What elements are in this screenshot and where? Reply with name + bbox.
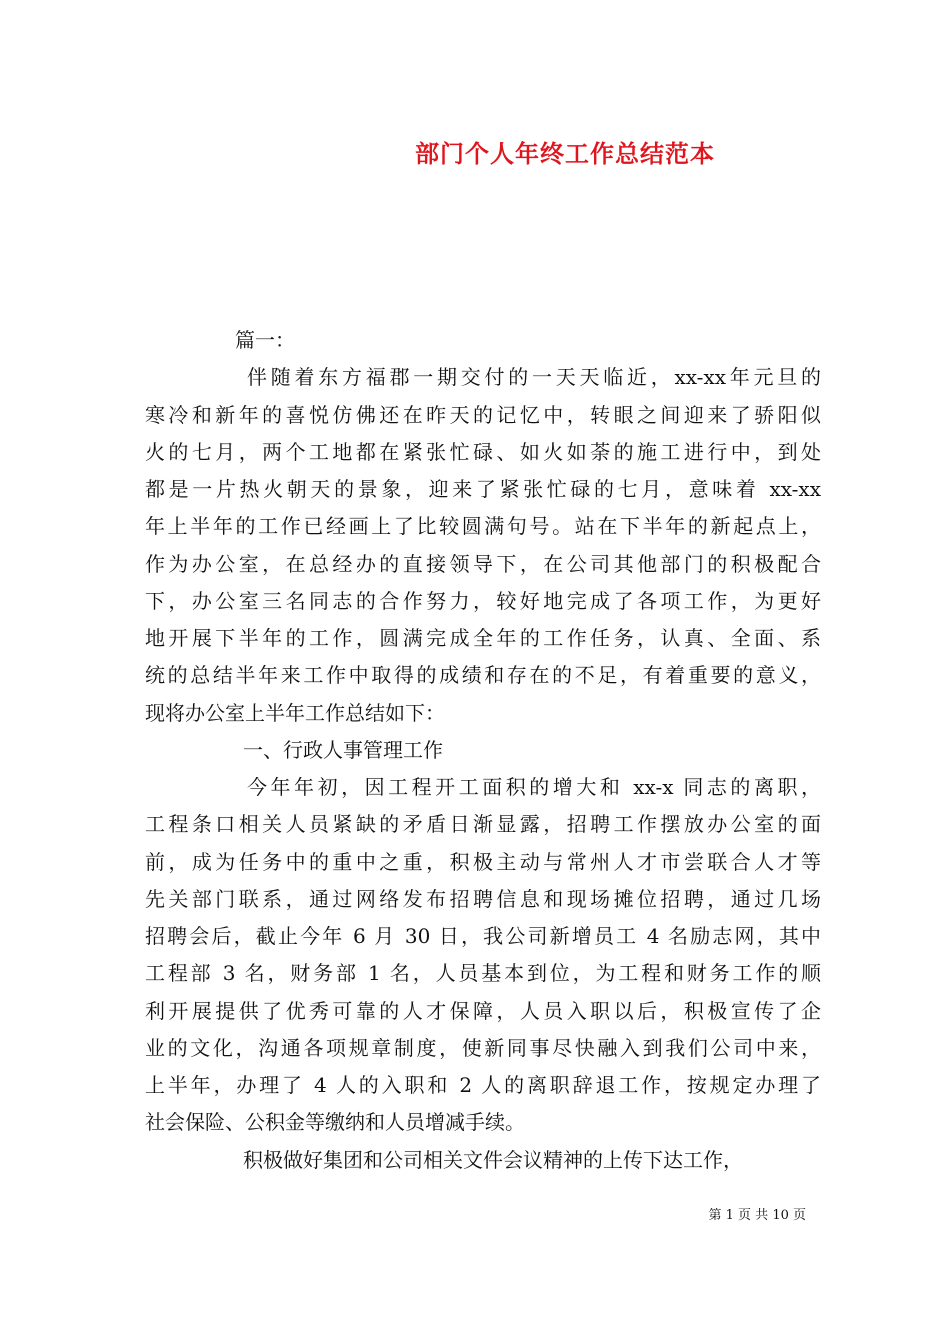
document-title: 部门个人年终工作总结范本 [415,139,715,168]
text-line: 利开展提供了优秀可靠的人才保障，人员入职以后，积极宣传了企 [145,998,821,1023]
text-line: 积极做好集团和公司相关文件会议精神的上传下达工作， [243,1147,743,1172]
text-line: 下，办公室三名同志的合作努力，较好地完成了各项工作，为更好 [145,588,821,613]
text-line: 前，成为任务中的重中之重，积极主动与常州人才市尝联合人才等 [145,849,821,874]
text-line: 今年年初，因工程开工面积的增大和 xx-x 同志的离职， [247,775,821,799]
text-line: 一、行政人事管理工作 [243,737,443,762]
text-line: 上半年，办理了 4 人的入职和 2 人的离职辞退工作，按规定办理了 [145,1073,821,1097]
text-line: 先关部门联系，通过网络发布招聘信息和现场摊位招聘，通过几场 [145,886,821,911]
text-line: 社会保险、公积金等缴纳和人员增减手续。 [145,1110,525,1135]
text-line: 伴随着东方福郡一期交付的一天天临近，xx-xx年元旦的 [247,365,821,390]
text-line: 工程条口相关人员紧缺的矛盾日渐显露，招聘工作摆放办公室的面 [145,812,821,837]
text-line: 地开展下半年的工作，圆满完成全年的工作任务，认真、全面、系 [145,626,821,650]
text-line: 篇一： [235,328,295,352]
text-line: 火的七月，两个工地都在紧张忙碌、如火如荼的施工进行中，到处 [145,439,821,464]
text-line: 作为办公室，在总经办的直接领导下，在公司其他部门的积极配合 [145,551,821,576]
text-line: 统的总结半年来工作中取得的成绩和存在的不足，有着重要的意义， [145,663,821,688]
text-line: 招聘会后，截止今年 6 月 30 日，我公司新增员工 4 名励志网，其中 [145,924,821,948]
text-line: 寒冷和新年的喜悦仿佛还在昨天的记忆中，转眼之间迎来了骄阳似 [145,402,821,427]
page-number-footer: 第 1 页 共 10 页 [708,1208,806,1223]
text-line: 年上半年的工作已经画上了比较圆满句号。站在下半年的新起点上， [145,514,821,539]
text-line: 业的文化，沟通各项规章制度，使新同事尽快融入到我们公司中来， [145,1035,821,1060]
text-line: 工程部 3 名，财务部 1 名，人员基本到位，为工程和财务工作的顺 [145,961,821,986]
text-line: 都是一片热火朝天的景象，迎来了紧张忙碌的七月，意味着 xx-xx [145,477,821,501]
text-line: 现将办公室上半年工作总结如下： [145,700,445,725]
